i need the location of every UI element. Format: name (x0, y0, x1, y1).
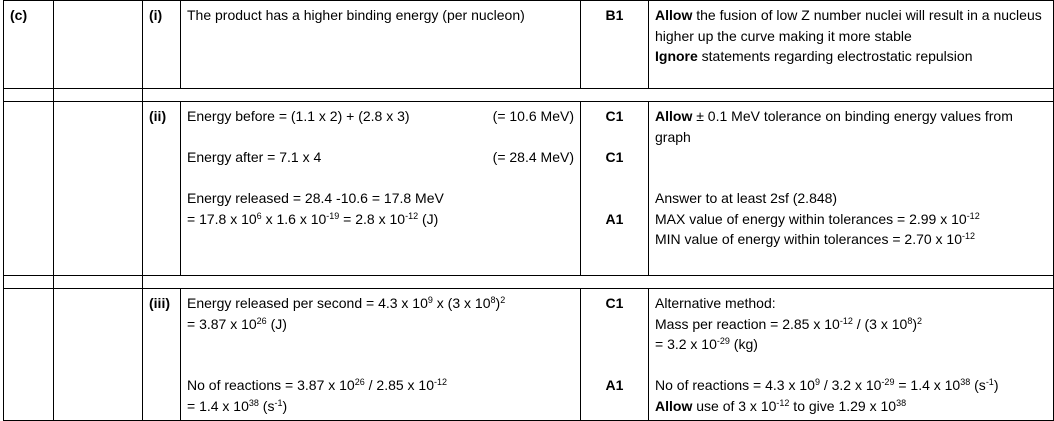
energy-after-line: Energy after = 7.1 x 4 (= 28.4 MeV) (187, 149, 574, 165)
ignore-text: statements regarding electrostatic repulsion (697, 48, 973, 64)
guidance-ii (649, 102, 1054, 276)
mark-ii-2: C1 (605, 149, 624, 165)
mark-ii-1: C1 (605, 108, 624, 124)
part-label: (c) (4, 1, 54, 89)
alt-number-of-reactions: No of reactions = 4.3 x $10^9 / 3.2$ x $10^{-29} = 1.4$ x $10^{38}$ $(s^{-1})$ (655, 377, 999, 393)
blank-cell (54, 102, 143, 276)
mark-i: B1 (581, 1, 649, 89)
mark-iii-2: A1 (605, 377, 624, 393)
answer-i: The product has a higher binding energy (per nucleon) (181, 1, 581, 89)
subpart-label-iii: (iii) (143, 289, 181, 421)
energy-before-line: Energy before = (1.1 x 2) + (2.8 x 3) (= 10.6 MeV) (187, 108, 574, 124)
energy-per-second-value: = 3.87 x $10^{26}$ (J) (187, 315, 287, 332)
mass-per-reaction-value: = 3.2 x $10^{-29}$ (kg) (655, 336, 758, 352)
blank-cell (4, 289, 54, 421)
subpart-label-i: (i) (143, 1, 181, 89)
guidance-i (649, 1, 1054, 89)
guidance-iii (649, 289, 1054, 421)
blank-cell (54, 289, 143, 421)
min-value: MIN value of energy within tolerances = 2.70 x $10^{-12}$ (655, 231, 976, 247)
number-of-reactions-value: = 1.4 x $10^{38}$ $(s^{-1})$ (187, 397, 288, 414)
max-value: MAX value of energy within tolerances = 2.99 x $10^{-12}$ (655, 210, 980, 227)
spacer-row (4, 276, 1054, 289)
ignore-keyword: Ignore (655, 48, 698, 64)
mass-per-reaction: Mass per reaction = 2.85 x $10^{-12} / (3$ x $10^8)^2$ (655, 315, 923, 332)
spacer-row (4, 89, 1054, 102)
number-of-reactions: No of reactions = 3.87 x $10^{26} / 2.85$ x $10^{-12}$ (187, 377, 448, 393)
energy-per-second: Energy released per second = 4.3 x $10^9$ x (3 x $10^8)^2$ (187, 295, 506, 311)
row-c-i (4, 1, 1054, 89)
row-c-iii (4, 289, 1054, 421)
allow-text: the fusion of low Z number nuclei will result in a nucleus higher up the curve making it more stable (655, 7, 1042, 44)
allow-keyword: Allow (655, 7, 693, 23)
alternative-method-title: Alternative method: (655, 295, 776, 311)
subpart-label-ii: (ii) (143, 102, 181, 276)
mark-scheme-table (3, 0, 1054, 421)
answer-iii (181, 289, 581, 421)
energy-released-line: Energy released = 28.4 -10.6 = 17.8 MeV (187, 190, 444, 206)
tolerance-note: Allow ± 0.1 MeV tolerance on binding energy values from graph (655, 108, 1013, 145)
sf-note: Answer to at least 2sf (2.848) (655, 190, 838, 206)
blank-cell (4, 102, 54, 276)
energy-released-joules: = 17.8 x $10^6$ x 1.6 x $10^{-19} = 2.8$ x $10^{-12}$ (J) (187, 210, 439, 227)
allow-note: Allow use of 3 x $10^{-12}$ to give 1.29 x $10^{38}$ (655, 397, 907, 414)
answer-ii (181, 102, 581, 276)
row-c-ii (4, 102, 1054, 276)
blank-cell (54, 1, 143, 89)
mark-ii-3: A1 (605, 210, 624, 227)
marks-ii (581, 102, 649, 276)
mark-iii-1: C1 (605, 295, 624, 311)
marks-iii (581, 289, 649, 421)
